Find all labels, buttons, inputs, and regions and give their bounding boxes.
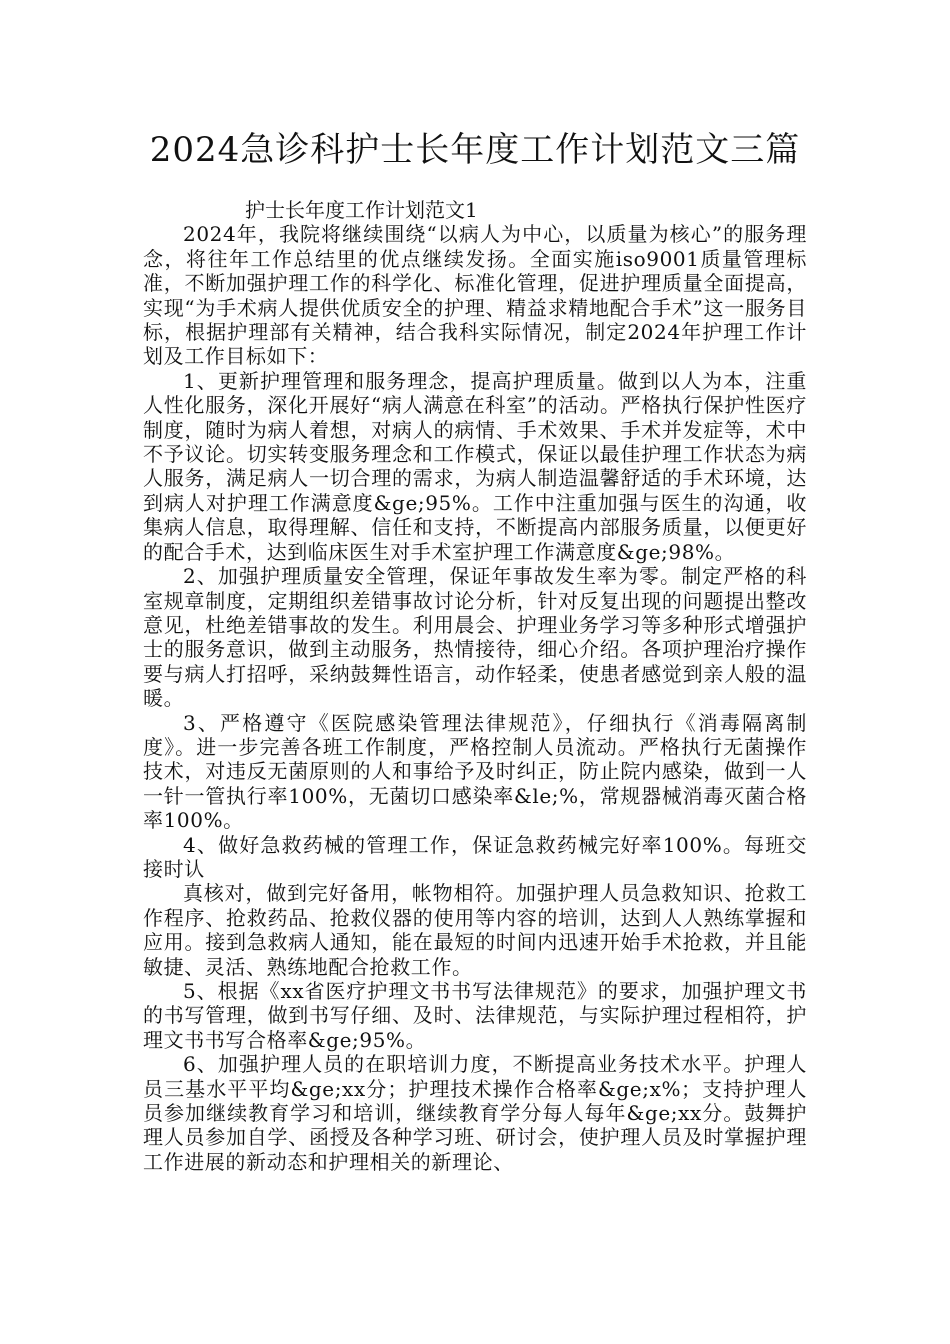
paragraph-item-5: 5、根据《xx省医疗护理文书书写法律规范》的要求，加强护理文书的书写管理，做到书写仔细、及时、法律规范，与实际护理过程相符，护理文书书写合格率&ge;95%。	[143, 979, 807, 1052]
paragraph-item-6: 6、加强护理人员的在职培训力度，不断提高业务技术水平。护理人员三基水平平均&ge;xx分；护理技术操作合格率&ge;x%；支持护理人员参加继续教育学习和培训，继续教育学分每人每年&ge;xx分。鼓舞护理人员参加自学、函授及各种学习班、研讨会，使护理人员及时掌握护理工作进展的新动态和护理相关的新理论、	[143, 1052, 807, 1174]
paragraph-item-3: 3、严格遵守《医院感染管理法律规范》，仔细执行《消毒隔离制度》。进一步完善各班工作制度，严格控制人员流动。严格执行无菌操作技术，对违反无菌原则的人和事给予及时纠正，防止院内感染，做到一人一针一管执行率100%，无菌切口感染率&le;%，常规器械消毒灭菌合格率100%。	[143, 710, 807, 833]
document-subtitle: 护士长年度工作计划范文1	[245, 198, 478, 222]
paragraph-item-4-continued: 真核对，做到完好备用，帐物相符。加强护理人员急救知识、抢救工作程序、抢救药品、抢救仪器的使用等内容的培训，达到人人熟练掌握和应用。接到急救病人通知，能在最短的时间内迅速开始手术抢救，并且能敏捷、灵活、熟练地配合抢救工作。	[143, 881, 807, 979]
paragraph-intro: 2024年，我院将继续围绕“以病人为中心，以质量为核心”的服务理念，将往年工作总结里的优点继续发扬。全面实施iso9001质量管理标准，不断加强护理工作的科学化、标准化管理，促进护理质量全面提高，实现“为手术病人提供优质安全的护理、精益求精地配合手术”这一服务目标，根据护理部有关精神，结合我科实际情况，制定2024年护理工作计划及工作目标如下：	[143, 222, 807, 369]
document-body	[143, 198, 807, 1174]
paragraph-item-1: 1、更新护理管理和服务理念，提高护理质量。做到以人为本，注重人性化服务，深化开展好“病人满意在科室”的活动。严格执行保护性医疗制度，随时为病人着想，对病人的病情、手术效果、手术并发症等，术中不予议论。切实转变服务理念和工作模式，保证以最佳护理工作状态为病人服务，满足病人一切合理的需求，为病人制造温馨舒适的手术环境，达到病人对护理工作满意度&ge;95%。工作中注重加强与医生的沟通，收集病人信息，取得理解、信任和支持，不断提高内部服务质量，以便更好的配合手术，达到临床医生对手术室护理工作满意度&ge;98%。	[143, 368, 807, 564]
paragraph-item-2: 2、加强护理质量安全管理，保证年事故发生率为零。制定严格的科室规章制度，定期组织差错事故讨论分析，针对反复出现的问题提出整改意见，杜绝差错事故的发生。利用晨会、护理业务学习等多种形式增强护士的服务意识，做到主动服务，热情接待，细心介绍。各项护理治疗操作要与病人打招呼，采纳鼓舞性语言，动作轻柔，使患者感觉到亲人般的温暖。	[143, 564, 807, 711]
paragraph-item-4: 4、做好急救药械的管理工作，保证急救药械完好率100%。每班交接时认	[143, 832, 807, 881]
document-title: 2024急诊科护士长年度工作计划范文三篇	[149, 130, 801, 170]
